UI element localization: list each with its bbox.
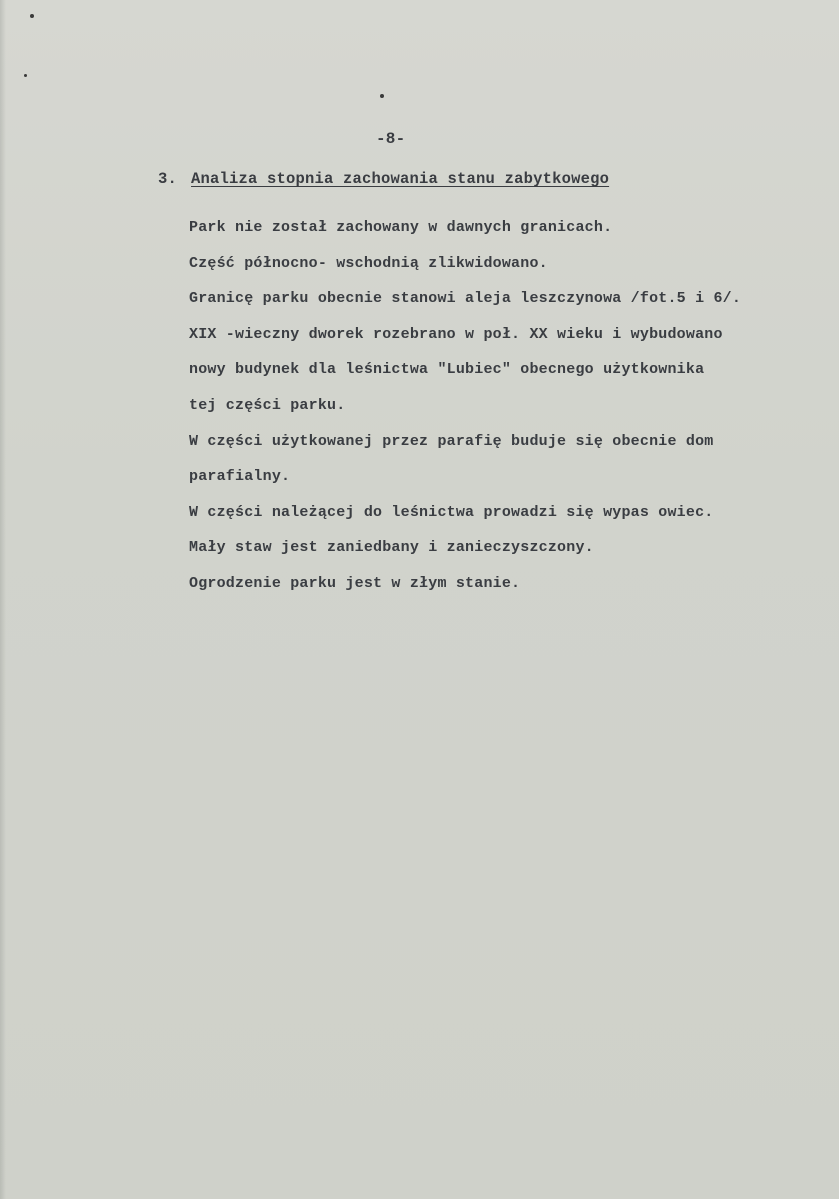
text-line: W części należącej do leśnictwa prowadzi się wypas owiec.	[189, 503, 714, 521]
paper-speck	[30, 14, 34, 18]
text-line: parafialny.	[189, 468, 291, 486]
paper-speck	[24, 74, 27, 77]
text-line: nowy budynek dla leśnictwa "Lubiec" obecnego użytkownika	[189, 361, 705, 379]
text-line: Ogrodzenie parku jest w złym stanie.	[189, 574, 521, 592]
section-number: 3.	[158, 170, 178, 188]
text-line: W części użytkowanej przez parafię buduje się obecnie dom	[189, 432, 714, 450]
text-line: Park nie został zachowany w dawnych granicach.	[189, 219, 613, 236]
text-line: XIX -wieczny dworek rozebrano w poł. XX wieku i wybudowano	[189, 325, 723, 343]
body-text	[189, 218, 741, 610]
text-line: tej części parku.	[189, 396, 346, 414]
paper-edge-shadow	[0, 0, 6, 1199]
page-number: -8-	[376, 130, 406, 148]
text-line: Mały staw jest zaniedbany i zanieczyszczony.	[189, 539, 594, 557]
section-title: Analiza stopnia zachowania stanu zabytkowego	[191, 170, 610, 188]
paper-speck	[380, 94, 384, 98]
text-line: Część północno- wschodnią zlikwidowano.	[189, 254, 548, 272]
text-line: Granicę parku obecnie stanowi aleja leszczynowa /fot.5 i 6/.	[189, 290, 742, 308]
section-heading	[158, 170, 609, 188]
